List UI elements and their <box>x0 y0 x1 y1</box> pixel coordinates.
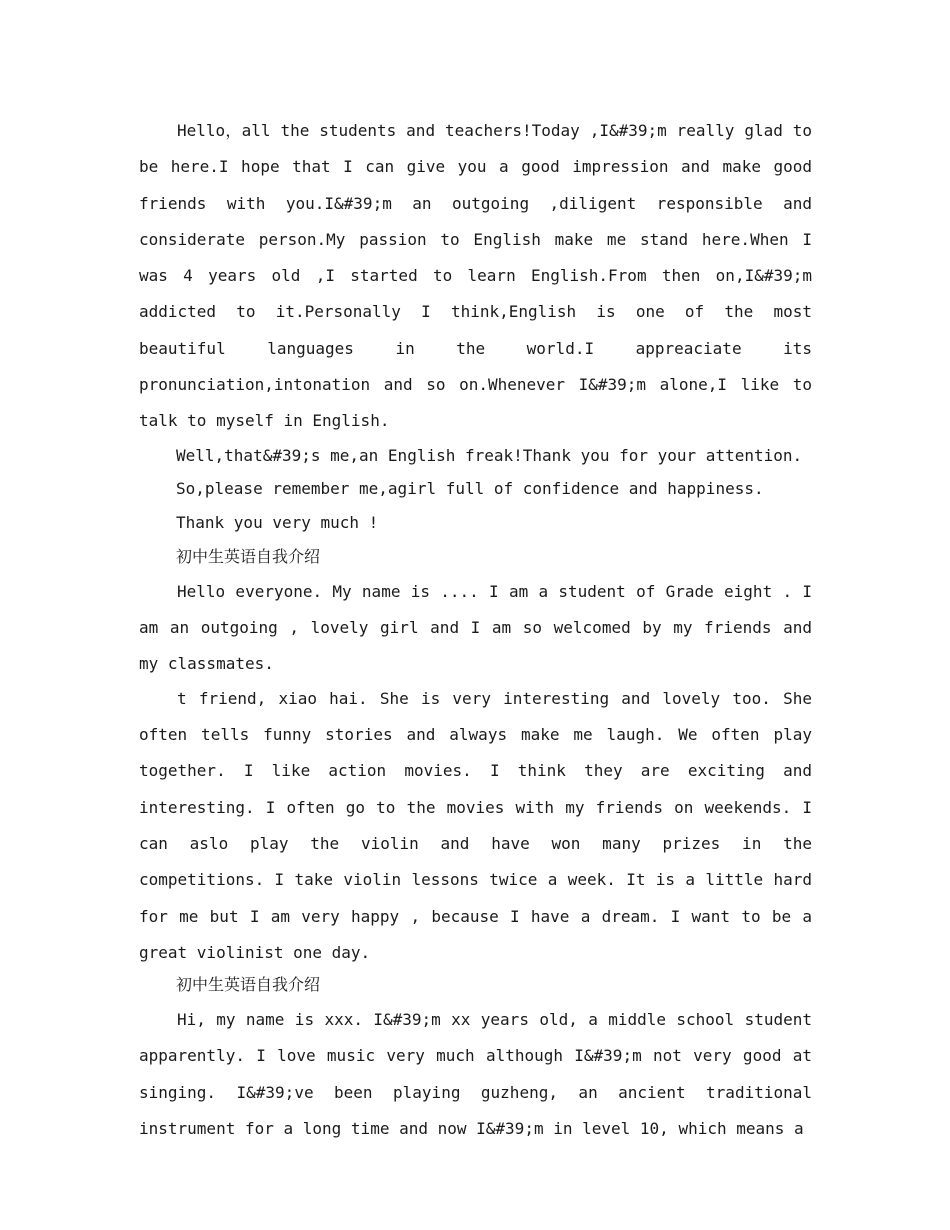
paragraph-grade-eight: Hello everyone. My name is .... I am a student of Grade eight . I am an outgoing , lovely girl and I am so welcomed by my friends and my classmates. <box>139 581 812 674</box>
paragraph-thank-you: Thank you very much ! <box>176 513 379 533</box>
section-heading-2: 初中生英语自我介绍 <box>176 975 321 995</box>
paragraph-guzheng: Hi, my name is xxx. I&#39;m xx years old, a middle school student apparently. I love music very much although I&#39;m not very good at singing. I&#39;ve been playing guzheng, an ancient traditional instrument for a long time and now I&#39;m in level 10, which means a <box>139 1009 812 1138</box>
document-page <box>139 113 812 1147</box>
paragraph-remember-me: So,please remember me,agirl full of confidence and happiness. <box>176 479 764 499</box>
paragraph-english-freak: Well,that&#39;s me,an English freak!Thank you for your attention. <box>176 445 803 465</box>
section-heading-1: 初中生英语自我介绍 <box>176 547 321 567</box>
paragraph-intro: Hello，all the students and teachers!Today ,I&#39;m really glad to be here.I hope that I can give you a good impression and make good friends with you.I&#39;m an outgoing ,diligent responsible and considerate person.My passion to English make me stand here.When I was 4 years old ,I started to learn English.From then on,I&#39;m addicted to it.Personally I think,English is one of the most beautiful languages in the world.I appreaciate its pronunciation,intonation and so on.Whenever I&#39;m alone,I like to talk to myself in English. <box>139 121 812 431</box>
paragraph-violin: t friend, xiao hai. She is very interesting and lovely too. She often tells funny stories and always make me laugh. We often play together. I like action movies. I think they are exciting and interesting. I often go to the movies with my friends on weekends. I can aslo play the violin and have won many prizes in the competitions. I take violin lessons twice a week. It is a little hard for me but I am very happy , because I have a dream. I want to be a great violinist one day. <box>139 688 812 962</box>
